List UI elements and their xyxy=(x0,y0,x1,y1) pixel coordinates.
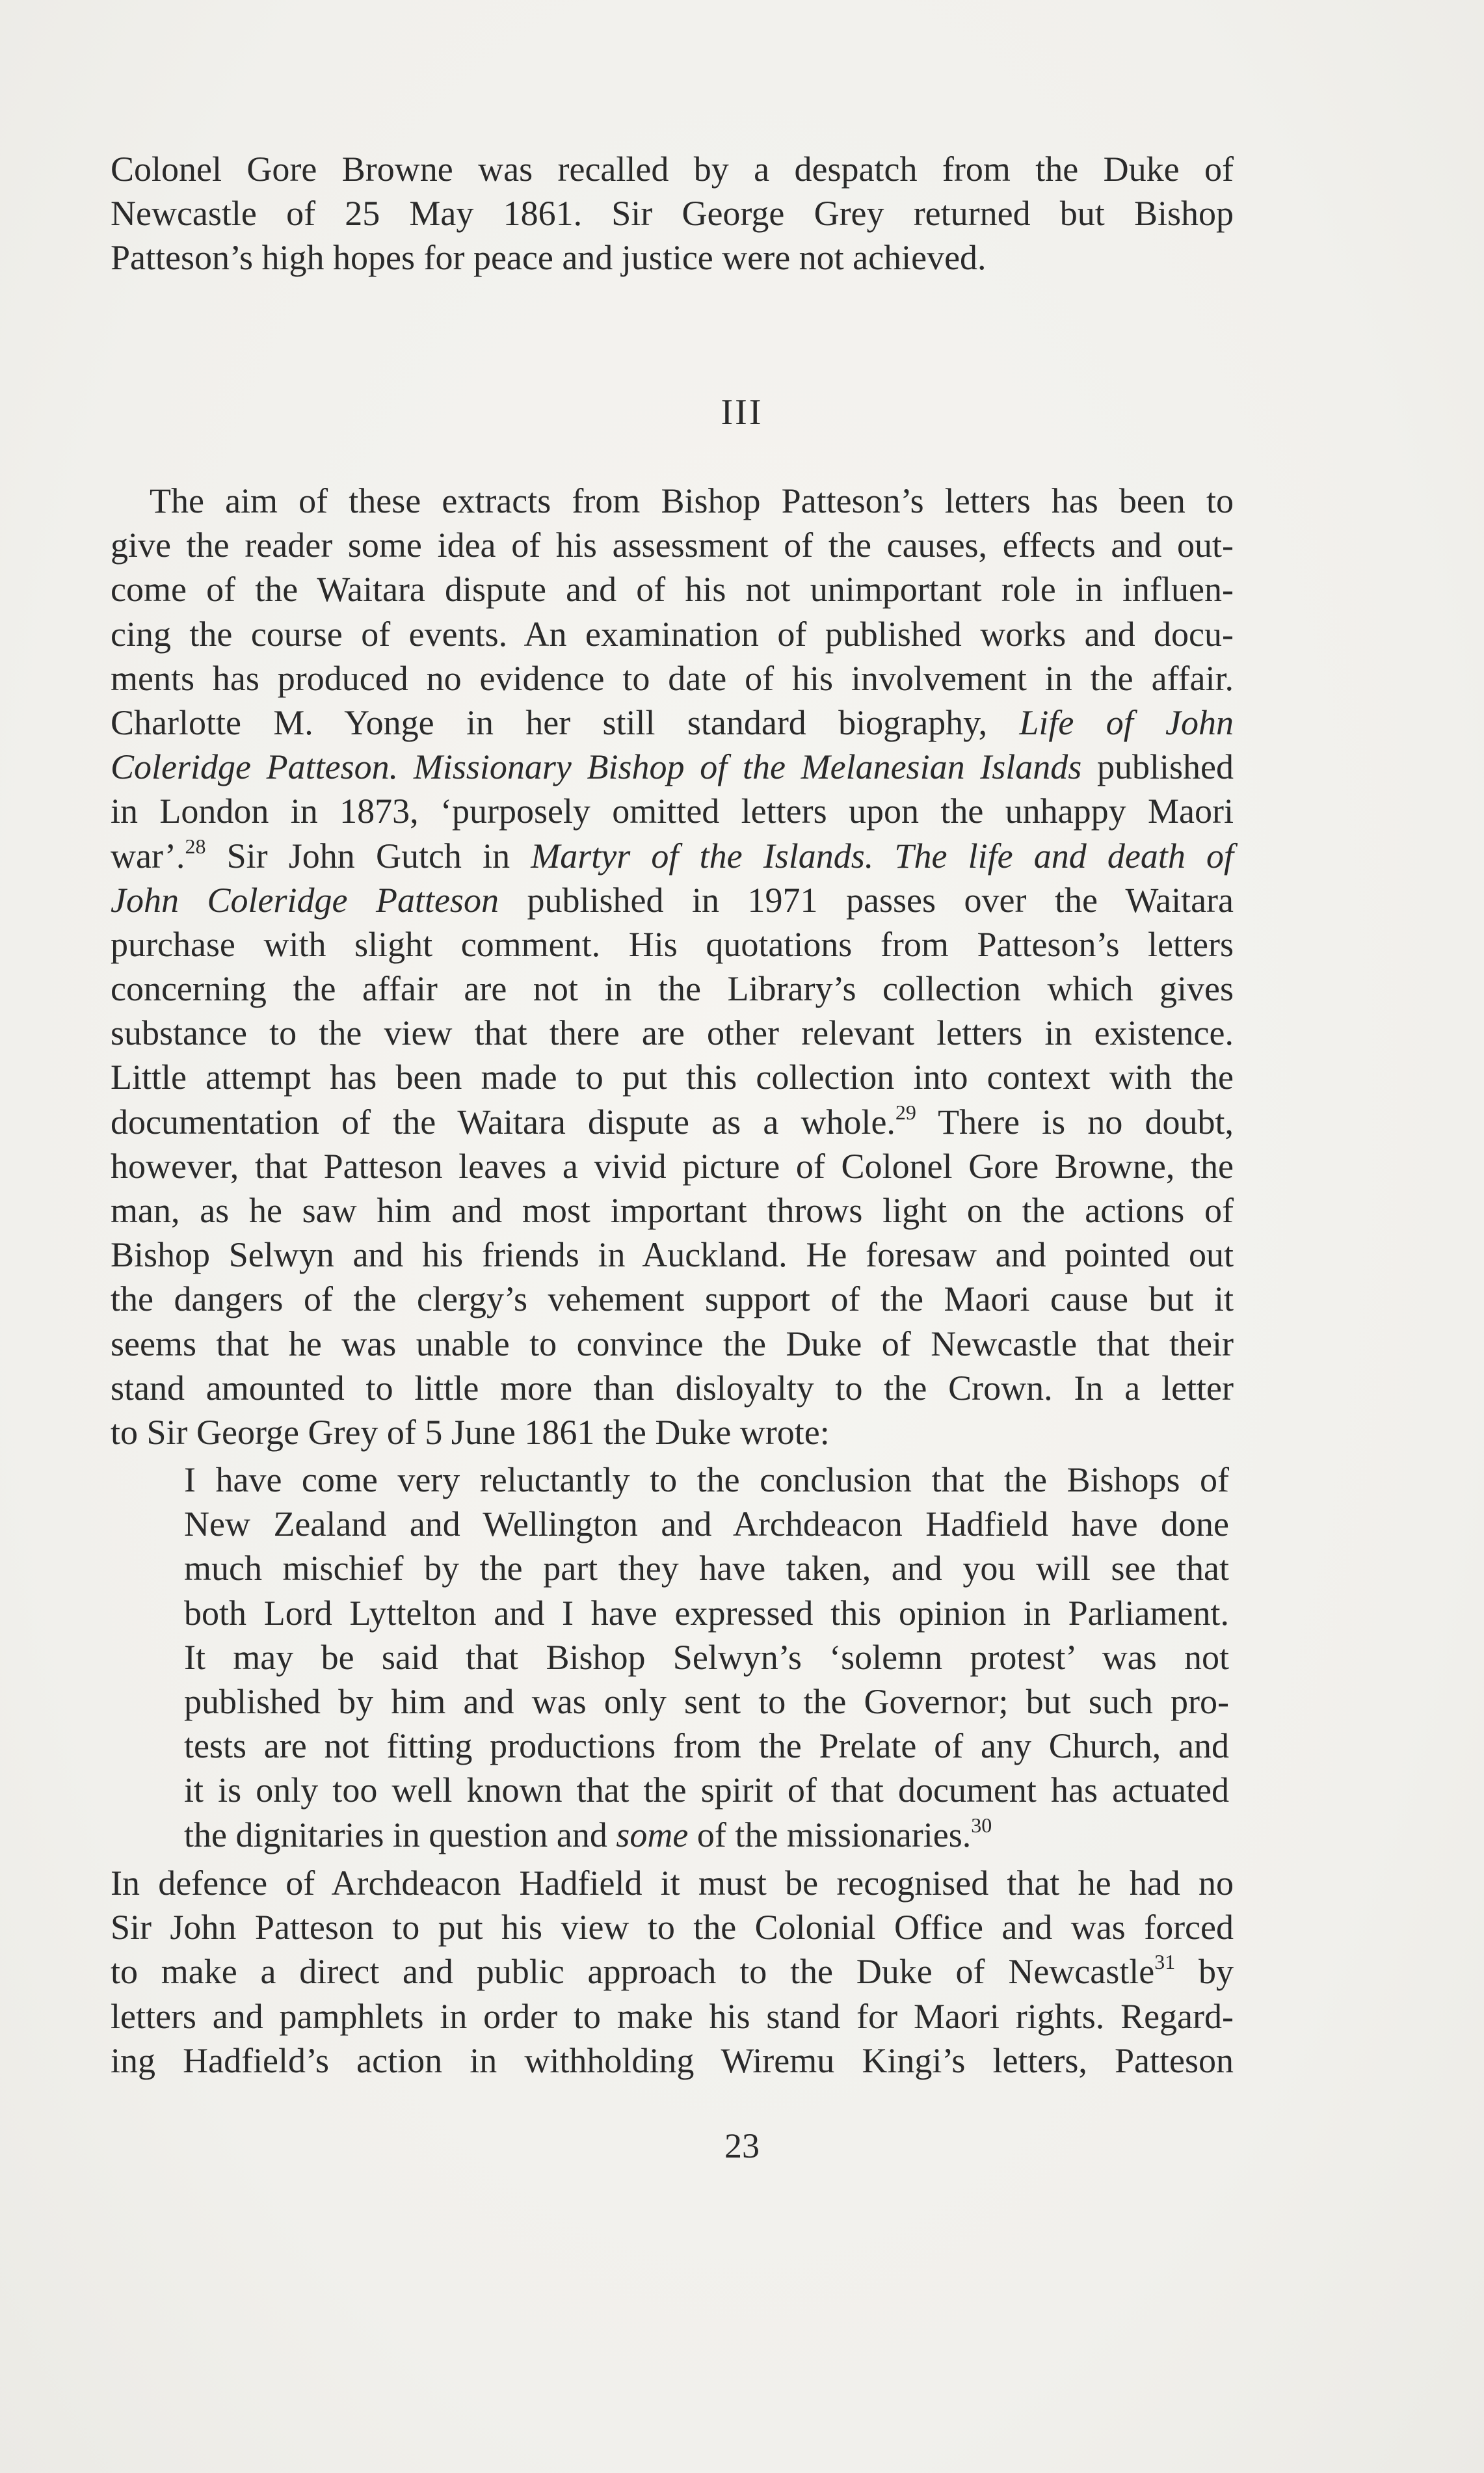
text-segment: published xyxy=(1097,747,1234,787)
text-line: letters and pamphlets in order to make his stand for Maori rights. Regard- xyxy=(111,1996,1234,2036)
book-title: Martyr of the Islands. The life and death of xyxy=(531,836,1234,876)
text-line: much mischief by the part they have taken, and you will see that xyxy=(184,1549,1229,1588)
text-segment: There is no doubt, xyxy=(938,1102,1234,1142)
text-line: Colonel Gore Browne was recalled by a despatch from the Duke of xyxy=(111,150,1234,189)
text-line xyxy=(111,745,1234,789)
text-line xyxy=(111,701,1234,745)
text-segment: Charlotte M. Yonge in her still standard biography, xyxy=(111,702,988,742)
paragraph-aim xyxy=(111,479,1234,1454)
text-line: Little attempt has been made to put this collection into context with the xyxy=(111,1058,1234,1097)
footnote-marker: 31 xyxy=(1154,1950,1176,1974)
paragraph-recall xyxy=(111,147,1234,280)
text-line: It may be said that Bishop Selwyn’s ‘solemn protest’ was not xyxy=(184,1637,1229,1677)
text-line: cing the course of events. An examination of published works and docu- xyxy=(111,614,1234,654)
text-line: substance to the view that there are other relevant letters in existence. xyxy=(111,1013,1234,1053)
text-line xyxy=(111,878,1234,922)
book-title: Coleridge Patteson. Missionary Bishop of the Melanesian Islands xyxy=(111,747,1082,787)
text-segment: documentation of the Waitara dispute as a whole. xyxy=(111,1102,895,1142)
text-line: man, as he saw him and most important throws light on the actions of xyxy=(111,1191,1234,1230)
paragraph-hadfield xyxy=(111,1861,1234,2083)
text-line: New Zealand and Wellington and Archdeacon Hadfield have done xyxy=(184,1504,1229,1544)
text-line xyxy=(184,1813,1229,1857)
text-line xyxy=(111,834,1234,878)
text-line xyxy=(111,1949,1234,1994)
text-line: Newcastle of 25 May 1861. Sir George Grey returned but Bishop xyxy=(111,194,1234,234)
footnote-marker: 30 xyxy=(971,1813,992,1837)
footnote-marker: 28 xyxy=(185,834,206,858)
text-segment: the dignitaries in question and xyxy=(184,1815,607,1854)
text-segment: published in 1971 passes over the Waitara xyxy=(527,880,1234,920)
text-line: however, that Patteson leaves a vivid picture of Colonel Gore Browne, the xyxy=(111,1146,1234,1186)
text-line: published by him and was only sent to the Governor; but such pro- xyxy=(184,1681,1229,1721)
text-line xyxy=(111,1100,1234,1144)
text-line: seems that he was unable to convince the Duke of Newcastle that their xyxy=(111,1324,1234,1363)
text-line: ing Hadfield’s action in withholding Wiremu Kingi’s letters, Patteson xyxy=(111,2040,1234,2080)
text-line: purchase with slight comment. His quotations from Patteson’s letters xyxy=(111,924,1234,964)
book-title: John Coleridge Patteson xyxy=(111,880,499,920)
book-title: Life of John xyxy=(1019,702,1234,742)
section-heading: III xyxy=(721,392,763,433)
block-quote xyxy=(184,1458,1229,1857)
text-line: Bishop Selwyn and his friends in Auckland. He foresaw and pointed out xyxy=(111,1235,1234,1275)
text-line: both Lord Lyttelton and I have expressed this opinion in Parliament. xyxy=(184,1593,1229,1633)
text-line: give the reader some idea of his assessment of the causes, effects and out- xyxy=(111,526,1234,565)
text-line: Patteson’s high hopes for peace and justice were not achieved. xyxy=(111,238,987,278)
text-line: in London in 1873, ‘purposely omitted letters upon the unhappy Maori xyxy=(111,792,1234,831)
text-segment: war’. xyxy=(111,836,185,876)
text-segment: to make a direct and public approach to the Duke of Newcastle xyxy=(111,1952,1155,1992)
text-line: Sir John Patteson to put his view to the Colonial Office and was forced xyxy=(111,1908,1234,1947)
text-line: concerning the affair are not in the Library’s collection which gives xyxy=(111,969,1234,1009)
text-line: the dangers of the clergy’s vehement support of the Maori cause but it xyxy=(111,1279,1234,1319)
text-line: I have come very reluctantly to the conclusion that the Bishops of xyxy=(184,1460,1229,1499)
text-line: ments has produced no evidence to date of his involvement in the affair. xyxy=(111,658,1234,698)
text-line: The aim of these extracts from Bishop Patteson’s letters has been to xyxy=(150,481,1234,520)
text-line: it is only too well known that the spirit of that document has actuated xyxy=(184,1771,1229,1810)
text-segment: Sir John Gutch in xyxy=(226,836,510,876)
page-number: 23 xyxy=(724,2126,760,2165)
emphasis: some xyxy=(616,1815,689,1854)
text-line: stand amounted to little more than disloyalty to the Crown. In a letter xyxy=(111,1368,1234,1408)
text-segment: by xyxy=(1199,1952,1234,1992)
text-line: tests are not fitting productions from the Prelate of any Church, and xyxy=(184,1726,1229,1766)
footnote-marker: 29 xyxy=(895,1100,916,1124)
text-segment: of the missionaries. xyxy=(696,1815,972,1854)
text-line: In defence of Archdeacon Hadfield it must be recognised that he had no xyxy=(111,1864,1234,1903)
text-line: to Sir George Grey of 5 June 1861 the Duke wrote: xyxy=(111,1412,830,1452)
text-line: come of the Waitara dispute and of his not unimportant role in influen- xyxy=(111,570,1234,609)
